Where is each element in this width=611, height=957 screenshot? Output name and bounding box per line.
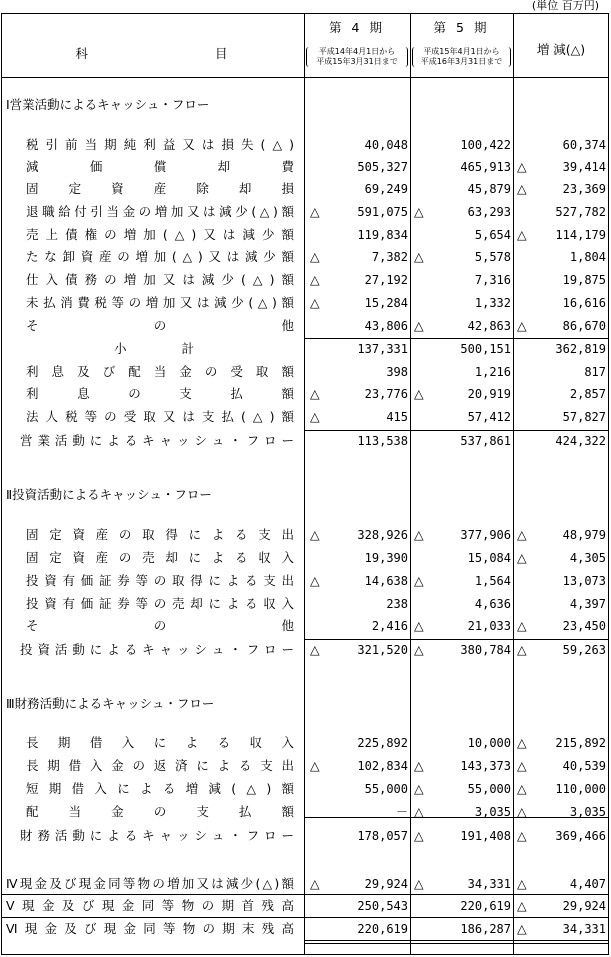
negative-marker: △ xyxy=(517,804,527,819)
negative-marker: △ xyxy=(310,249,320,264)
value-cell: 27,192 xyxy=(364,273,408,287)
value-cell: 4,305 xyxy=(569,551,606,565)
row-label: 減価償却費 xyxy=(26,159,294,174)
value-cell: 14,638 xyxy=(364,574,408,588)
table-row xyxy=(2,801,610,823)
table-row xyxy=(2,895,610,917)
row-label: Ⅵ現金及び現金同等物の期末残高 xyxy=(6,921,294,936)
row-label: 投資有価証券等の取得による支出 xyxy=(26,573,294,588)
section-heading-row xyxy=(2,693,610,715)
table-row xyxy=(2,134,610,156)
table-row xyxy=(2,156,610,178)
value-cell: 1,804 xyxy=(569,250,606,264)
value-cell: 380,784 xyxy=(460,643,511,657)
row-label: その他 xyxy=(26,618,294,633)
negative-marker: △ xyxy=(310,295,320,310)
subtotal-rule xyxy=(304,430,608,431)
negative-marker: △ xyxy=(414,386,424,401)
row-label: 投資活動によるキャッシュ・フロー xyxy=(20,642,294,657)
subtotal-row xyxy=(2,825,610,847)
table-row xyxy=(2,918,610,940)
row-label: 固定資産除却損 xyxy=(26,181,294,196)
row-label: 営業活動によるキャッシュ・フロー xyxy=(20,433,294,448)
table-row xyxy=(2,524,610,546)
value-cell: 23,450 xyxy=(562,619,606,633)
negative-marker: △ xyxy=(414,527,424,542)
row-label: 長期借入金の返済による支出 xyxy=(26,758,294,773)
negative-marker: △ xyxy=(517,227,527,242)
value-cell: 100,422 xyxy=(460,138,511,152)
value-cell: 48,979 xyxy=(562,528,606,542)
row-label: たな卸資産の増加(△)又は減少額 xyxy=(26,249,294,264)
value-cell: 5,578 xyxy=(474,250,511,264)
table-row xyxy=(2,570,610,592)
value-cell: 21,033 xyxy=(467,619,511,633)
negative-marker: △ xyxy=(310,642,320,657)
value-cell: 362,819 xyxy=(555,342,606,356)
value-cell: 537,861 xyxy=(460,434,511,448)
table-row xyxy=(2,269,610,291)
row-label: 退職給付引当金の増加又は減少(△)額 xyxy=(26,204,294,219)
negative-marker: △ xyxy=(310,386,320,401)
value-cell: 13,073 xyxy=(562,574,606,588)
value-cell: 4,636 xyxy=(474,597,511,611)
unit-note: (単位 百万円) xyxy=(531,0,599,12)
value-cell: 465,913 xyxy=(460,160,511,174)
cash-flow-table xyxy=(1,13,609,955)
negative-marker: △ xyxy=(310,204,320,219)
negative-marker: △ xyxy=(517,898,527,913)
table-row xyxy=(2,383,610,405)
value-cell: 10,000 xyxy=(467,736,511,750)
subtotal-row xyxy=(2,430,610,452)
value-cell: 7,316 xyxy=(474,273,511,287)
value-cell: 143,373 xyxy=(460,759,511,773)
value-cell: 19,875 xyxy=(562,273,606,287)
negative-marker: △ xyxy=(414,758,424,773)
value-cell: 321,520 xyxy=(357,643,408,657)
value-cell: 398 xyxy=(386,365,408,379)
value-cell: 16,616 xyxy=(562,296,606,310)
negative-marker: △ xyxy=(517,876,527,891)
row-rule xyxy=(2,894,608,895)
value-cell: 57,827 xyxy=(562,410,606,424)
value-cell: 377,906 xyxy=(460,528,511,542)
subject-header-part: 目 xyxy=(214,46,231,61)
table-row xyxy=(2,755,610,777)
value-cell: 2,416 xyxy=(371,619,408,633)
negative-marker: △ xyxy=(517,921,527,936)
subject-header-part: 科 xyxy=(75,46,92,61)
value-cell: 225,892 xyxy=(357,736,408,750)
negative-marker: △ xyxy=(414,318,424,333)
value-cell: 424,322 xyxy=(555,434,606,448)
table-row xyxy=(2,593,610,615)
value-cell: 137,331 xyxy=(357,342,408,356)
value-cell: 3,035 xyxy=(569,805,606,819)
value-cell: 59,263 xyxy=(562,643,606,657)
negative-marker: △ xyxy=(414,204,424,219)
value-cell: 527,782 xyxy=(555,205,606,219)
row-label: 固定資産の取得による支出 xyxy=(26,527,294,542)
value-cell: 34,331 xyxy=(467,877,511,891)
header-divider xyxy=(2,77,608,78)
row-label: 固定資産の売却による収入 xyxy=(26,550,294,565)
value-cell: 102,834 xyxy=(357,759,408,773)
table-row xyxy=(2,178,610,200)
table-row xyxy=(2,406,610,428)
value-cell: 86,670 xyxy=(562,319,606,333)
row-label: 仕入債務の増加又は減少(△)額 xyxy=(26,272,294,287)
value-cell: 220,619 xyxy=(460,899,511,913)
negative-marker: △ xyxy=(517,735,527,750)
table-row xyxy=(2,201,610,223)
row-label: Ⅴ現金及び現金同等物の期首残高 xyxy=(6,898,294,913)
negative-marker: △ xyxy=(517,159,527,174)
value-cell: 250,543 xyxy=(357,899,408,913)
value-cell: 186,287 xyxy=(460,922,511,936)
section-heading-row xyxy=(2,484,610,506)
period-5-range xyxy=(412,47,511,67)
value-cell: 191,408 xyxy=(460,829,511,843)
value-cell: 60,374 xyxy=(562,138,606,152)
value-cell: 178,057 xyxy=(357,829,408,843)
value-cell: 505,327 xyxy=(357,160,408,174)
value-cell: 1,216 xyxy=(474,365,511,379)
negative-marker: △ xyxy=(414,804,424,819)
negative-marker: △ xyxy=(517,828,527,843)
value-cell: 23,776 xyxy=(364,387,408,401)
table-row xyxy=(2,315,610,337)
value-cell: 4,407 xyxy=(569,877,606,891)
subject-header xyxy=(2,44,304,62)
value-cell: 34,331 xyxy=(562,922,606,936)
value-cell: 591,075 xyxy=(357,205,408,219)
value-cell: 45,879 xyxy=(467,182,511,196)
value-cell: 1,332 xyxy=(474,296,511,310)
table-row xyxy=(2,224,610,246)
row-label: 長期借入による収入 xyxy=(26,735,294,750)
row-label: 税引前当期純利益又は損失(△) xyxy=(26,137,294,152)
row-label: 未払消費税等の増加又は減少(△)額 xyxy=(26,295,294,310)
negative-marker: △ xyxy=(517,527,527,542)
negative-marker: △ xyxy=(310,272,320,287)
value-cell: 29,924 xyxy=(562,899,606,913)
value-cell: 110,000 xyxy=(555,782,606,796)
negative-marker: △ xyxy=(310,573,320,588)
subtotal-rule xyxy=(304,639,608,640)
negative-marker: △ xyxy=(414,573,424,588)
row-label: 配当金の支払額 xyxy=(26,804,294,819)
row-label: 財務活動によるキャッシュ・フロー xyxy=(20,828,294,843)
total-rule xyxy=(304,940,608,941)
value-cell: 238 xyxy=(386,597,408,611)
negative-marker: △ xyxy=(414,781,424,796)
value-cell: 40,539 xyxy=(562,759,606,773)
negative-marker: △ xyxy=(517,758,527,773)
value-cell: 215,892 xyxy=(555,736,606,750)
value-cell: 20,919 xyxy=(467,387,511,401)
negative-marker: △ xyxy=(310,527,320,542)
value-cell: 2,857 xyxy=(569,387,606,401)
negative-marker: △ xyxy=(517,318,527,333)
value-cell: 7,382 xyxy=(371,250,408,264)
negative-marker: △ xyxy=(414,876,424,891)
negative-marker: △ xyxy=(517,550,527,565)
period-5-header: 第 5 期 xyxy=(433,20,490,35)
subtotal-row xyxy=(2,639,610,661)
negative-marker: △ xyxy=(517,181,527,196)
negative-marker: △ xyxy=(517,642,527,657)
value-cell: 15,284 xyxy=(364,296,408,310)
subtotal-rule xyxy=(304,817,608,818)
row-label: Ⅱ投資活動によるキャッシュ・フロー xyxy=(6,487,212,502)
subtotal-row xyxy=(2,338,610,360)
value-cell: 29,924 xyxy=(364,877,408,891)
negative-marker: △ xyxy=(310,409,320,424)
value-cell: 3,035 xyxy=(474,805,511,819)
row-label: 小計 xyxy=(114,341,194,356)
table-row xyxy=(2,246,610,268)
value-cell: 42,863 xyxy=(467,319,511,333)
negative-marker: △ xyxy=(414,618,424,633)
value-cell: － xyxy=(395,805,408,819)
negative-marker: △ xyxy=(414,828,424,843)
value-cell: 114,179 xyxy=(555,228,606,242)
value-cell: 55,000 xyxy=(364,782,408,796)
subtotal-rule xyxy=(304,338,608,339)
row-label: 短期借入による増減(△)額 xyxy=(26,781,294,796)
table-row xyxy=(2,873,610,895)
value-cell: 5,654 xyxy=(474,228,511,242)
table-row xyxy=(2,615,610,637)
value-cell: 415 xyxy=(386,410,408,424)
section-heading-row xyxy=(2,94,610,116)
value-cell: 220,619 xyxy=(357,922,408,936)
value-cell: 19,390 xyxy=(364,551,408,565)
row-label: Ⅲ財務活動によるキャッシュ・フロー xyxy=(6,696,215,711)
table-row xyxy=(2,778,610,800)
value-cell: 55,000 xyxy=(467,782,511,796)
value-cell: 328,926 xyxy=(357,528,408,542)
value-cell: 23,369 xyxy=(562,182,606,196)
value-cell: 113,538 xyxy=(357,434,408,448)
negative-marker: △ xyxy=(310,876,320,891)
negative-marker: △ xyxy=(517,781,527,796)
value-cell: 39,414 xyxy=(562,160,606,174)
value-cell: 500,151 xyxy=(460,342,511,356)
row-label: 法人税等の受取又は支払(△)額 xyxy=(26,409,294,424)
row-label: その他 xyxy=(26,318,294,333)
table-row xyxy=(2,732,610,754)
period-5-from: 平成15年4月1日から xyxy=(423,47,500,56)
row-label: Ⅳ現金及び現金同等物の増加又は減少(△)額 xyxy=(6,876,294,891)
table-row xyxy=(2,292,610,314)
value-cell: 40,048 xyxy=(364,138,408,152)
row-label: 利息の支払額 xyxy=(26,386,294,401)
value-cell: 15,084 xyxy=(467,551,511,565)
period-4-to: 平成15年3月31日まで xyxy=(316,57,398,66)
period-5-to: 平成16年3月31日まで xyxy=(420,57,503,66)
period-4-header: 第 4 期 xyxy=(329,20,385,35)
row-label: 投資有価証券等の売却による収入 xyxy=(26,596,294,611)
value-cell: 4,397 xyxy=(569,597,606,611)
value-cell: 69,249 xyxy=(364,182,408,196)
row-label: 売上債権の増加(△)又は減少額 xyxy=(26,227,294,242)
total-rule xyxy=(304,943,608,944)
value-cell: 57,412 xyxy=(467,410,511,424)
negative-marker: △ xyxy=(517,618,527,633)
value-cell: 43,806 xyxy=(364,319,408,333)
change-header: 増 減(△) xyxy=(536,42,586,57)
value-cell: 817 xyxy=(584,365,606,379)
table-row xyxy=(2,547,610,569)
negative-marker: △ xyxy=(310,758,320,773)
negative-marker: △ xyxy=(414,249,424,264)
row-label: 利息及び配当金の受取額 xyxy=(26,364,294,379)
value-cell: 1,564 xyxy=(474,574,511,588)
value-cell: 63,293 xyxy=(467,205,511,219)
period-4-range xyxy=(306,47,408,67)
value-cell: 369,466 xyxy=(555,829,606,843)
row-label: Ⅰ営業活動によるキャッシュ・フロー xyxy=(6,97,210,112)
row-rule xyxy=(2,917,608,918)
table-row xyxy=(2,361,610,383)
value-cell: 119,834 xyxy=(357,228,408,242)
negative-marker: △ xyxy=(414,642,424,657)
period-4-from: 平成14年4月1日から xyxy=(318,47,396,56)
